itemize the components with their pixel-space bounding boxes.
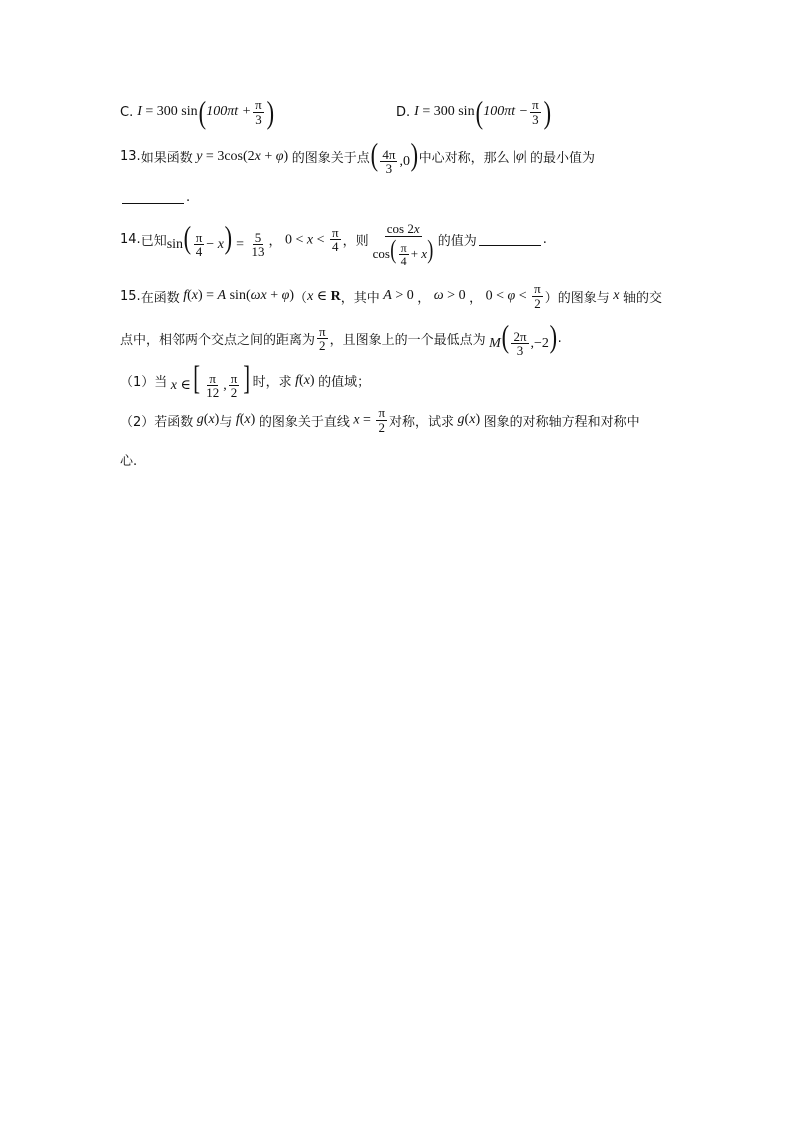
question-13-answer-line — [120, 190, 190, 205]
option-d-inner: 100πt − — [483, 104, 529, 119]
question-15-part2-f: 心. — [120, 454, 138, 469]
question-14-text-2: ， — [268, 234, 282, 250]
question-15-line2-a: 点中，相邻两个交点之间的距离为 — [120, 333, 316, 349]
question-15-part2-c: 的图象关于直线 — [258, 414, 350, 430]
option-c: C. I = 300 sin ( 100πt + $\frac{\pi}{3}$ ) — [120, 94, 274, 130]
question-15-text-7: 轴的交 — [622, 290, 662, 306]
question-14-text-1: 已知 — [140, 234, 167, 250]
question-13-text-1: 如果函数 — [140, 151, 193, 167]
answer-blank-13[interactable] — [122, 191, 184, 204]
option-c-coef: 300 — [156, 104, 178, 119]
question-15-line2-c: . — [557, 331, 562, 347]
question-14-number: 14. — [120, 232, 141, 248]
question-14-equals: = — [236, 236, 244, 252]
question-15-text-2: （ — [294, 290, 308, 306]
question-14: 14. 已知 sin( $\frac{\pi}{4}$ − x) = $\frac{5}{13}$ ， 0 < x < $\frac{\pi}{4}$ ，则 cos 2x cos( $\frac{\pi}{4}$ + x) 的值为 . — [120, 218, 547, 269]
question-15-line2-b: ，且图象上的一个最低点为 — [329, 333, 486, 349]
question-15-text-5: ， — [469, 290, 483, 306]
question-15-part1-a: （1）当 — [120, 375, 168, 391]
question-15-part1-b: 时，求 — [252, 375, 292, 391]
question-15: 15. 在函数 f(x) = A sin(ωx + φ) （ x ∈ R ，其中 A > 0 ， ω > 0 ， 0 < φ < $\frac{\pi}{2}$ ）的图象与 x 轴的交 — [120, 281, 662, 311]
question-15-line-2: 点中，相邻两个交点之间的距离为 $\frac{\pi}{2}$ ，且图象上的一个最低点为 M( $\frac{2\pi}{3}$ ,−2) . — [120, 318, 562, 359]
question-13-text-4: 的最小值为 — [530, 151, 596, 167]
question-13-tail: . — [186, 190, 191, 205]
question-15-part2-d: 对称，试求 — [389, 414, 455, 430]
option-d-coef: 300 — [433, 104, 455, 119]
question-15-number: 15. — [120, 288, 141, 304]
question-13-text-3: 中心对称，那么 — [418, 151, 510, 167]
option-c-label: C. — [120, 104, 134, 120]
question-14-text-4: 的值为 — [437, 234, 477, 250]
question-15-part-2: （2）若函数 g(x) 与 f(x) 的图象关于直线 x = $\frac{\pi}{2}$ 对称，试求 g(x) 图象的对称轴方程和对称中 — [120, 405, 640, 435]
question-13: 13. 如果函数 y = 3cos(2x + φ) 的图象关于点 ( $\frac{4\pi}{3}$ ,0) 中心对称，那么 |φ| 的最小值为 — [120, 136, 596, 177]
option-c-inner: 100πt + — [206, 104, 252, 119]
question-14-frac-den: 13 — [251, 244, 265, 260]
question-15-part-1: （1）当 x ∈[ $\frac{\pi}{12}$ , $\frac{\pi}{2}$ ] 时，求 f(x) 的值域； — [120, 360, 371, 401]
question-14-text-3: ，则 — [342, 234, 369, 250]
question-14-tail: . — [542, 232, 547, 248]
question-15-text-1: 在函数 — [140, 290, 180, 306]
option-d-label: D. — [396, 104, 411, 120]
question-15-part1-c: 的值域； — [318, 375, 371, 391]
question-15-part2-b: 与 — [219, 414, 233, 430]
question-15-text-6: ）的图象与 — [544, 290, 610, 306]
question-15-part2-e: 图象的对称轴方程和对称中 — [483, 414, 640, 430]
question-15-text-4: ， — [417, 290, 431, 306]
question-13-text-2: 的图象关于点 — [291, 151, 370, 167]
question-14-frac-num: 5 — [254, 229, 262, 245]
option-d: D. I = 300 sin ( 100πt − $\frac{\pi}{3}$ ) — [396, 94, 551, 130]
question-13-number: 13. — [120, 149, 141, 165]
question-15-text-3: ，其中 — [340, 290, 380, 306]
question-15-part2-a: （2）若函数 — [120, 414, 194, 430]
answer-blank-14[interactable] — [479, 233, 541, 246]
question-15-part-2-cont — [120, 450, 137, 469]
